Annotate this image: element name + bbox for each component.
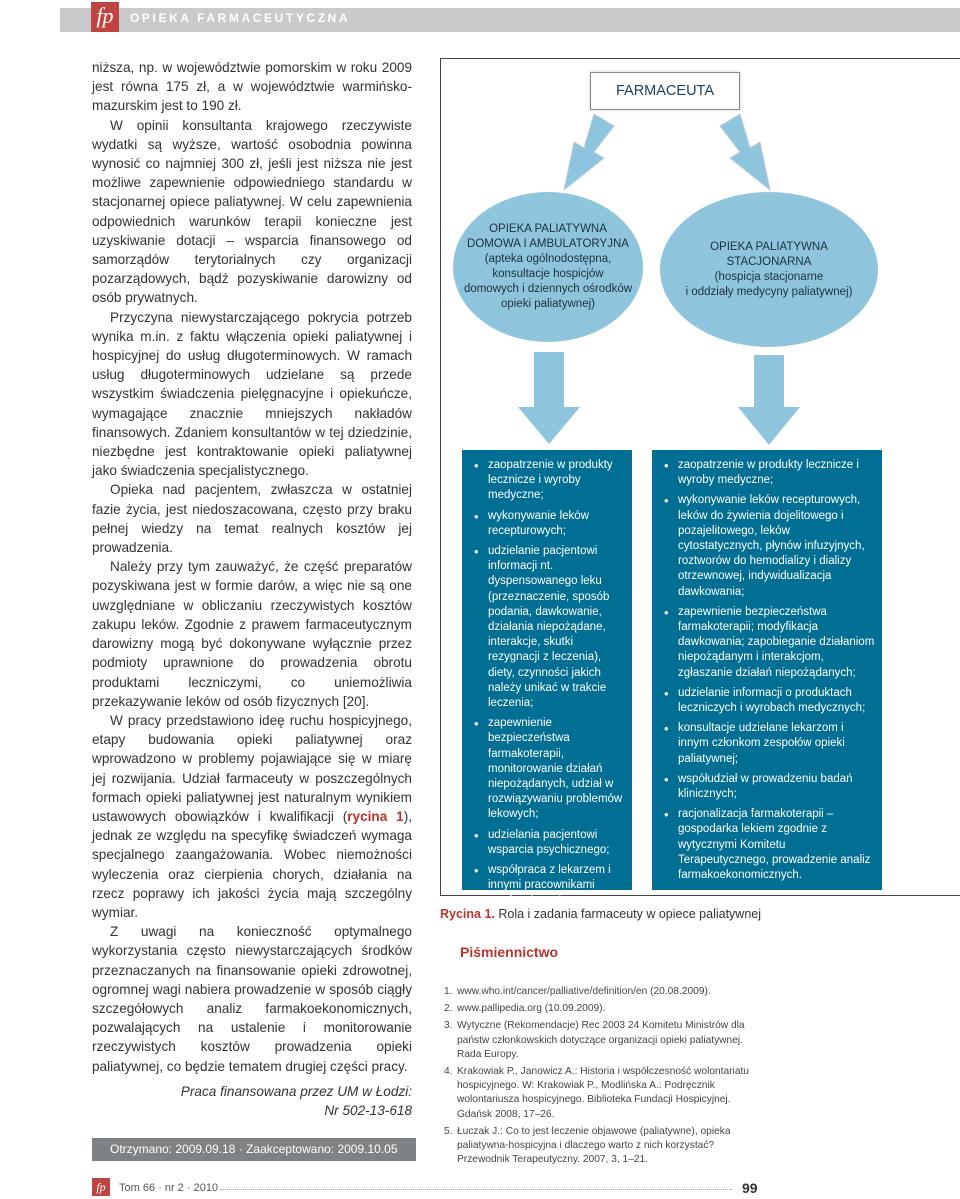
figure-caption — [440, 907, 761, 921]
ellipse-line: i oddziały medycyny paliatywnej) — [685, 285, 853, 298]
task-list-item: • wykonywanie leków recepturowych; — [472, 509, 626, 539]
reference-number: 1. — [444, 986, 453, 997]
footer-logo: fp — [92, 1178, 110, 1196]
volume-info: Tom 66 · nr 2 · 2010 — [119, 1182, 219, 1194]
paragraph: niższa, np. w województwie pomorskim w roku 2009 jest równa 175 zł, a w województwie warmińsko-mazurskim jest to 190 zł. — [92, 60, 412, 114]
paragraph: Opieka nad pacjentem, zwłaszcza w ostatniej fazie życia, jest niedoszacowana, często przy braku pełnej wiedzy na temat realnych kosztów jej prowadzenia. — [92, 482, 412, 556]
reference-number: 2. — [444, 1003, 453, 1015]
reference-item — [440, 1065, 765, 1122]
task-list-item: • zaopatrzenie w produkty lecznicze i wyroby medyczne; — [472, 458, 626, 504]
references-list — [440, 985, 765, 1170]
article-body — [92, 58, 412, 1076]
paragraph-text: W pracy przedstawiono ideę ruchu hospicyjnego, etapy budowania opieki paliatywnej oraz wprowadzono w problemy pojawiające się w miarę jej rozwijania. Udział farmaceuty w poszczególnych formach opieki paliatywnej jest naturalnym wynikiem ustawowych obowiązków i kwalifikacji ( — [92, 712, 412, 824]
outpatient-task-list — [472, 458, 626, 909]
dates-bar: Otrzymano: 2009.09.18 · Zaakceptowano: 2009.10.05 — [92, 1138, 416, 1161]
reference-text: Krakowiak P., Janowicz A.: Historia i współczesność wolontariatu hospicyjnego. W: Krakowiak P., Modlińska A.: Podręcznik wolontariusza hospicyjnego. Biblioteka Fundacji Hospicyjnej. Gdańsk 2008, 17–26. — [457, 1066, 749, 1120]
page-number: 99 — [742, 1180, 758, 1196]
figure-caption-text: Rola i zadania farmaceuty w opiece paliatywnej — [494, 907, 762, 921]
footer-divider — [220, 1189, 732, 1190]
journal-logo: fp — [91, 2, 119, 32]
ellipse-line: opieki paliatywnej) — [501, 298, 595, 310]
arrow-left-icon — [552, 112, 622, 192]
arrow-right-icon — [712, 112, 782, 192]
paragraph-text: ), jednak ze względu na specyfikę świadczeń wymaga specjalnego zaangażowania. Wobec niemożności wyleczenia oraz cierpienia chorych, działania na rzecz poprawy ich jakości życia mają szczególny wymiar. — [92, 808, 413, 920]
arrow-down-right-icon — [734, 355, 804, 447]
ellipse-line: (hospicja stacjonarne — [714, 270, 824, 283]
reference-item — [440, 1125, 765, 1168]
reference-number: 3. — [444, 1020, 453, 1032]
reference-item — [440, 985, 765, 999]
task-list-item: • racjonalizacja farmakoterapii – gospodarka lekiem zgodnie z wytycznymi Komitetu Terapeutycznego, prowadzenie analiz farmakoekonomicznych. — [662, 807, 876, 883]
funding-note — [92, 1082, 412, 1120]
ellipse-line: (apteka ogólnodostępna, — [484, 253, 612, 265]
paragraph: Należy przy tym zauważyć, że część preparatów pozyskiwana jest w formie darów, a więc nie są one uwzględniane w obliczaniu rzeczywistych kosztów zakupu leków. Zgodnie z prawem farmaceutycznym darowizny mogą być dokonywane wyłącznie przez podmioty uprawnione do prowadzenia obrotu produktami leczniczymi, co uniemożliwia przekazywanie leków od osób fizycznych [20]. — [92, 559, 412, 709]
outpatient-tasks-panel — [462, 450, 632, 907]
task-list-item: • zapewnienie bezpieczeństwa farmakoterapii, monitorowanie działań niepożądanych, udział w rozwiązywaniu problemów lekowych; — [472, 716, 626, 822]
paragraph: Z uwagi na konieczność optymalnego wykorzystania często niewystarczających środków przeznaczanych na finansowanie opieki zdrowotnej, ogromnej wagi nabiera prowadzenie w sposób ciągły szczegółowych analiz farmakoekonomicznych, pozwalających na ustalenie i monitorowanie rzeczywistych kosztów prowadzenia opieki paliatywnej, co będzie tematem drugiej części pracy. — [92, 924, 412, 1074]
task-list-item: • współpraca z lekarzem i innymi pracownikami opieki zdrowotnej. — [472, 863, 626, 909]
outpatient-care-ellipse — [453, 192, 643, 342]
ellipse-line: OPIEKA PALIATYWNA — [489, 223, 607, 235]
task-list-item: • udzielanie pacjentowi informacji nt. dyspensowanego leku (przeznaczenie, sposób podania, dawkowanie, działania niepożądane, interakcje, skutki rezygnacji z leczenia), diety, czynności jakich należy unikać w trakcie leczenia; — [472, 544, 626, 711]
section-title: OPIEKA FARMACEUTYCZNA — [130, 11, 351, 25]
ellipse-line: STACJONARNA — [726, 255, 812, 268]
paragraph — [92, 711, 412, 922]
figure-label: Rycina 1. — [440, 907, 495, 921]
task-list-item: • wykonywanie leków recepturowych, leków do żywienia dojelitowego i pozajelitowego, leków cytostatycznych, płynów infuzyjnych, roztworów do hemodializy i dializy otrzewnowej, indywidualizacja dawkowania; — [662, 493, 876, 599]
reference-number: 4. — [444, 1066, 453, 1078]
reference-text: Wytyczne (Rekomendacje) Rec 2003 24 Komitetu Ministrów dla państw członkowskich dotyczące organizacji opieki paliatywnej. Rada Europy. — [457, 1020, 745, 1060]
reference-text: Łuczak J.: Co to jest leczenie objawowe (paliatywne), opieka paliatywna-hospicyjna i dlaczego warto z nich korzystać? Przewodnik Terapeutyczny. 2007, 3, 1–21. — [457, 1125, 731, 1166]
task-list-item: • udzielanie informacji o produktach leczniczych i wyrobach medycznych; — [662, 686, 876, 716]
farmaceuta-box: FARMACEUTA — [590, 72, 740, 110]
inpatient-care-ellipse — [660, 192, 878, 347]
task-list-item: • współudział w prowadzeniu badań klinicznych; — [662, 772, 876, 802]
ellipse-line: domowych i dziennych ośrodków — [463, 283, 633, 295]
inpatient-tasks-panel — [652, 450, 882, 890]
task-list-item: • zaopatrzenie w produkty lecznicze i wyroby medyczne; — [662, 458, 876, 488]
reference-item — [440, 1019, 765, 1062]
paragraph: W opinii konsultanta krajowego rzeczywiste wydatki są wyższe, wartość osobodnia powinna wynosić co najmniej 300 zł, jeśli jest niższa nie jest możliwe zapewnienie odpowiedniego standardu w stacjonarnej opiece paliatywnej. W celu zapewnienia odpowiednich warunków terapii konieczne jest uzyskiwanie dotacji – wsparcia finansowego od samorządów terytorialnych czy organizacji pozarządowych, bądź pozyskiwanie darowizny od osób prywatnych. — [92, 117, 412, 306]
reference-number: 5. — [444, 1125, 453, 1137]
figure-reference-link[interactable]: rycina 1 — [347, 808, 404, 824]
references-heading: Piśmiennictwo — [460, 944, 559, 960]
reference-text: www.pallipedia.org (10.09.2009). — [457, 1003, 606, 1015]
funding-number: Nr 502-13-618 — [324, 1103, 412, 1118]
ellipse-line: DOMOWA I AMBULATORYJNA — [467, 238, 629, 250]
reference-text: www.who.int/cancer/palliative/definition/en (20.08.2009). — [457, 986, 711, 997]
task-list-item: • zapewnienie bezpieczeństwa farmakoterapii; modyfikacja dawkowania; zapobieganie działaniom niepożądanym i interakcjom, zgłaszanie działań niepożądanych; — [662, 605, 876, 681]
task-list-item: • udzielania pacjentowi wsparcia psychicznego; — [472, 828, 626, 858]
paragraph: Przyczyna niewystarczającego pokrycia potrzeb wynika m.in. z faktu włączenia opieki paliatywnej i hospicyjnej do usług długoterminowych. W ramach usług długoterminowych udzielane są przede wszystkim świadczenia pielęgnacyjne i opiekuńcze, wymagające znacznie mniejszych nakładów finansowych. Zdaniem konsultantów w tej dziedzinie, niezbędne jest kontraktowanie opieki paliatywnej jako świadczenia specjalistycznego. — [92, 309, 412, 479]
inpatient-task-list — [662, 458, 876, 883]
ellipse-line: OPIEKA PALIATYWNA — [710, 240, 828, 253]
arrow-down-left-icon — [514, 352, 584, 447]
task-list-item: • konsultacje udzielane lekarzom i innym członkom zespołów opieki paliatywnej; — [662, 721, 876, 767]
funding-line: Praca finansowana przez UM w Łodzi: — [180, 1084, 412, 1099]
reference-item — [440, 1002, 765, 1016]
ellipse-line: konsultacje hospicjów — [492, 268, 604, 280]
